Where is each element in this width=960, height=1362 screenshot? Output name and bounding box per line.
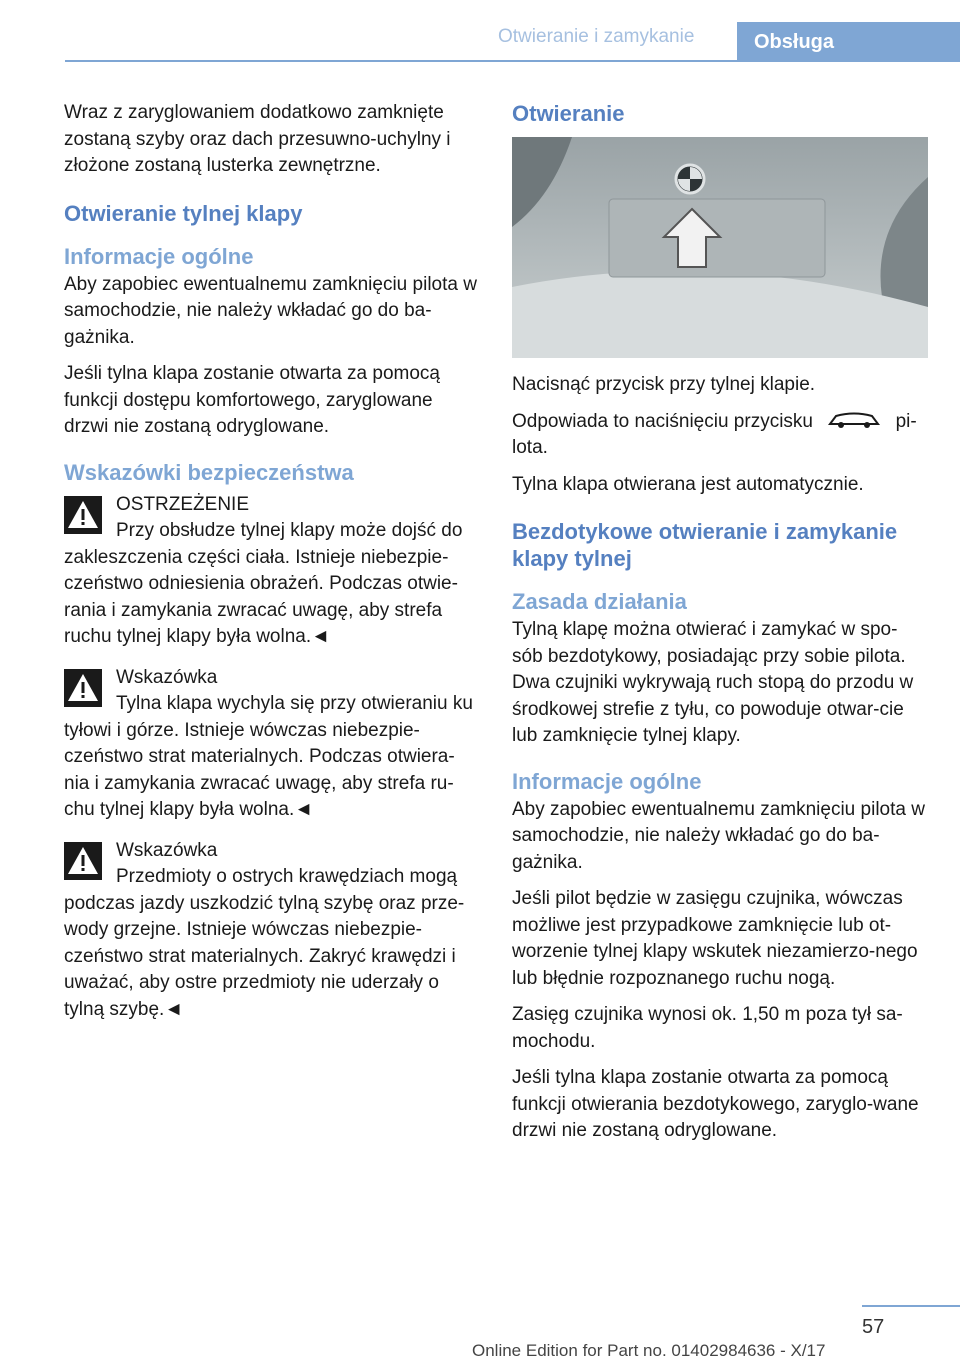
heading-principle: Zasada działania [512,589,687,614]
heading-safety: Wskazówki bezpieczeństwa [64,459,354,485]
note-text: Tylna klapa wychyla się przy otwieraniu ku tyłowi i górze. Istnieje wówczas niebezpie-czeństwo strat materialnych. Podczas otwiera-nia i zamykania zwracać uwagę, aby strefa ru-chu tylnej klapy była wolna.◄ [64,693,473,820]
note-title: Wskazówka [116,839,218,861]
header-chapter-tab [737,22,960,62]
note-block [64,665,479,824]
heading-general-info: Informacje ogólne [512,768,702,794]
warning-triangle-icon [64,842,102,880]
paragraph: Zasięg czujnika wynosi ok. 1,50 m poza tył sa-mochodu. [512,1004,903,1052]
paragraph: Nacisnąć przycisk przy tylnej klapie. [512,374,816,395]
heading-open-tailgate: Otwieranie tylnej klapy [64,200,303,226]
tailgate-button-photo [512,137,928,358]
left-column [64,100,479,1037]
warning-text: Przy obsłudze tylnej klapy może dojść do zakleszczenia części ciała. Istnieje niebezpie-czeństwo odniesienia obrażeń. Podczas otwie-rania i zamykania zwracać uwagę, aby strefa ruchu tylnej klapy była wolna.◄ [64,520,463,647]
text-fragment: pi-lota. [512,410,917,458]
note-block [64,838,479,1024]
edition-footer: Online Edition for Part no. 01402984636 - X/17 [472,1341,826,1360]
intro-paragraph: Wraz z zaryglowaniem dodatkowo zamknięte zostaną szyby oraz dach przesuwno-uchylny i złożone zostaną lusterka zewnętrzne. [64,102,451,176]
text-fragment: Odpowiada to naciśnięciu przycisku [512,410,813,432]
paragraph: Jeśli tylna klapa zostanie otwarta za pomocą funkcji dostępu komfortowego, zaryglowane drzwi nie zostaną odryglowane. [64,363,440,437]
warning-block [64,492,479,651]
paragraph: Jeśli tylna klapa zostanie otwarta za pomocą funkcji otwierania bezdotykowego, zaryglo-wane drzwi nie zostaną odryglowane. [512,1067,919,1141]
paragraph: Jeśli pilot będzie w zasięgu czujnika, wówczas możliwe jest przypadkowe zamknięcie lub ot-worzenie tylnej klapy wskutek niezamierzo-nego lub błędnie rozpoznanego ruchu nogą. [512,888,918,989]
heading-general-info: Informacje ogólne [64,243,254,269]
note-title: Wskazówka [116,666,218,688]
footer-rule [862,1305,960,1307]
warning-triangle-icon [64,496,102,534]
note-text: Przedmioty o ostrych krawędziach mogą podczas jazdy uszkodzić tylną szybę oraz prze-wody grzejne. Istnieje wówczas niebezpie-czeństwo strat materialnych. Zakryć krawędzi i uważać, aby ostre przedmioty nie uderzały o tylną szybę.◄ [64,866,465,1020]
car-tailgate-icon [824,410,884,430]
paragraph: Tylna klapa otwierana jest automatycznie. [512,473,864,495]
paragraph: Aby zapobiec ewentualnemu zamknięciu pilota w samochodzie, nie należy wkładać go do ba-gażnika. [64,273,477,348]
page-number: 57 [862,1316,885,1338]
header-chapter-label: Obsługa [754,30,835,53]
right-column [512,100,927,1155]
heading-touchless: Bezdotykowe otwieranie i zamykanie klapy tylnej [512,519,898,571]
warning-triangle-icon [64,669,102,707]
paragraph: Aby zapobiec ewentualnemu zamknięciu pilota w samochodzie, nie należy wkładać go do ba-gażnika. [512,798,925,873]
header-section-title: Otwieranie i zamykanie [498,26,695,47]
warning-title: OSTRZEŻENIE [116,493,250,515]
paragraph: Tylną klapę można otwierać i zamykać w spo-sób bezdotykowy, posiadając przy sobie pilota. Dwa czujniki wykrywają ruch stopą do przodu w środkowej strefie z tyłu, co powoduje otwar-cie lub zamknięcie tylnej klapy. [512,619,914,746]
heading-opening: Otwieranie [512,101,625,126]
paragraph [512,409,927,462]
